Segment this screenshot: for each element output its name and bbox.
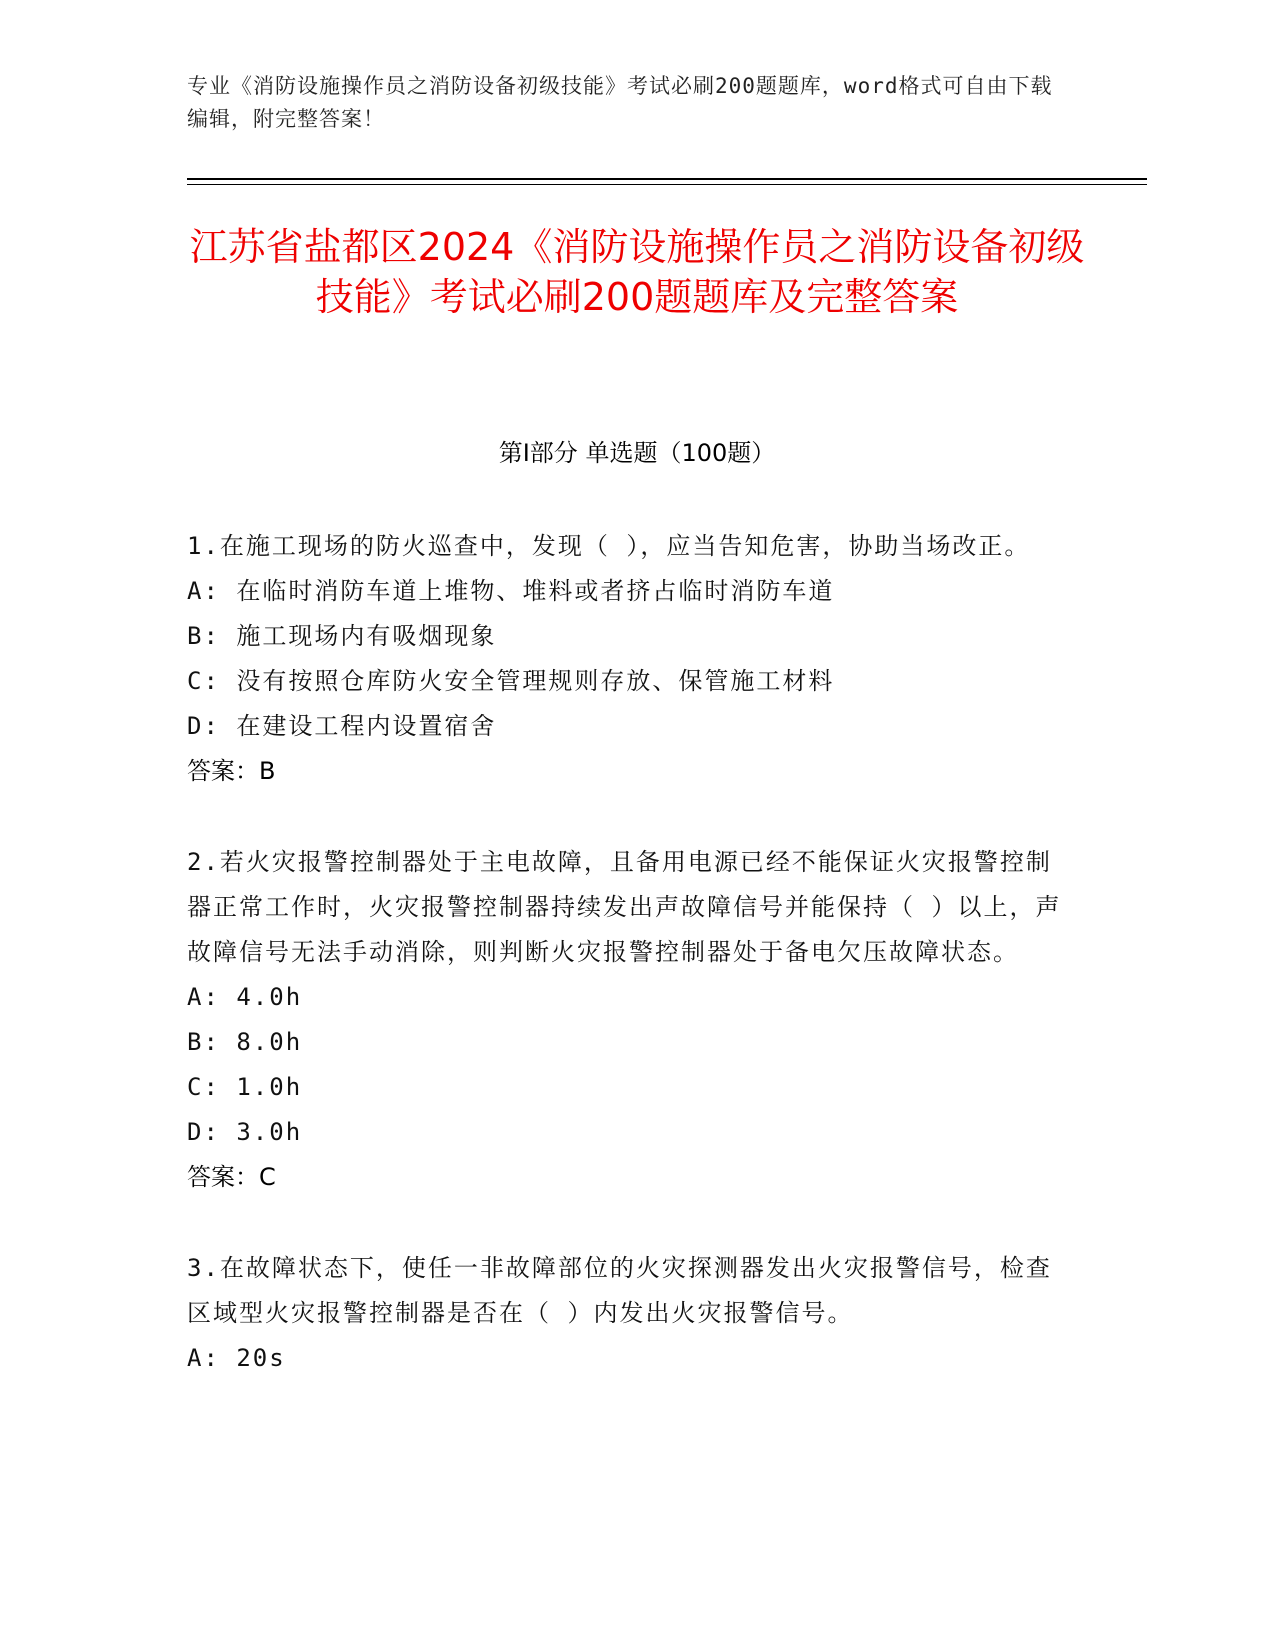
- option-c: C: 没有按照仓库防火安全管理规则存放、保管施工材料: [187, 667, 835, 695]
- option-d: D: 3.0h: [187, 1118, 303, 1146]
- option-b: B: 8.0h: [187, 1028, 303, 1056]
- header-rule-thick: [187, 178, 1147, 180]
- answer: 答案：C: [187, 1163, 276, 1191]
- header-rule-thin: [187, 184, 1147, 185]
- document-title: 江苏省盐都区2024《消防设施操作员之消防设备初级技能》考试必刷200题题库及完整答案: [189, 225, 1085, 319]
- question-list: [187, 524, 1067, 1427]
- section-title: 第Ⅰ部分 单选题（100题）: [498, 439, 776, 467]
- question-stem: 2.若火灾报警控制器处于主电故障，且备用电源已经不能保证火灾报警控制器正常工作时，火灾报警控制器持续发出声故障信号并能保持（ ）以上，声故障信号无法手动消除，则判断火灾报警控制器处于备电欠压故障状态。: [187, 848, 1062, 966]
- question-stem: 3.在故障状态下，使任一非故障部位的火灾探测器发出火灾报警信号，检查区域型火灾报警控制器是否在（ ）内发出火灾报警信号。: [187, 1254, 1052, 1327]
- option-b: B: 施工现场内有吸烟现象: [187, 622, 497, 650]
- option-a: A: 4.0h: [187, 983, 303, 1011]
- question-3: [187, 1246, 1067, 1381]
- question-stem: 1.在施工现场的防火巡查中，发现（ ），应当告知危害，协助当场改正。: [187, 532, 1031, 560]
- option-a: A: 在临时消防车道上堆物、堆料或者挤占临时消防车道: [187, 577, 835, 605]
- question-1: [187, 524, 1067, 794]
- option-d: D: 在建设工程内设置宿舍: [187, 712, 497, 740]
- answer: 答案：B: [187, 757, 276, 785]
- header-note: 专业《消防设施操作员之消防设备初级技能》考试必刷200题题库，word格式可自由下载编辑，附完整答案！: [187, 74, 1053, 131]
- option-c: C: 1.0h: [187, 1073, 303, 1101]
- option-a: A: 20s: [187, 1344, 286, 1372]
- question-2: [187, 840, 1067, 1200]
